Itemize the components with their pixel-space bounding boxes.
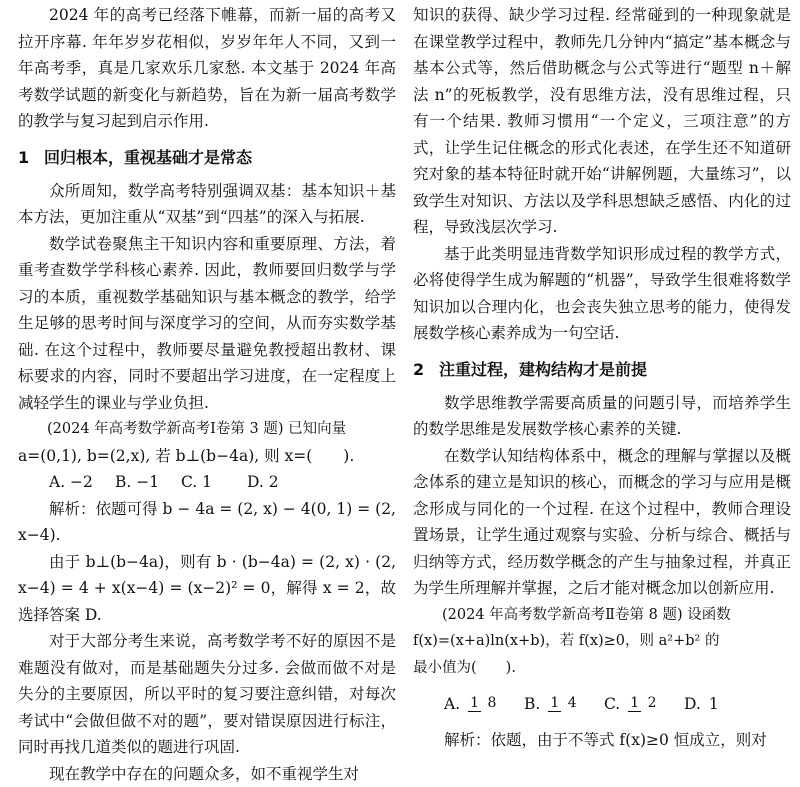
numerator: 1	[468, 696, 481, 712]
section-1-title: 回归根本，重视基础才是常态	[44, 148, 252, 167]
section-1-number: 1	[18, 147, 44, 169]
section-2-number: 2	[413, 359, 439, 381]
problem-2-solution: 解析：依题，由于不等式 f(x)≥0 恒成立，则对	[413, 727, 791, 754]
left-column	[18, 2, 396, 787]
fraction	[468, 696, 498, 712]
option-letter: B.	[524, 691, 540, 718]
fraction	[548, 696, 578, 712]
problem-2-statement: f(x)=(x+a)ln(x+b)，若 f(x)≥0，则 a²+b² 的	[413, 628, 791, 655]
problem-1-solution-step-1: 解析：依题可得 b − 4a = (2, x) − 4(0, 1) = (2, x−4).	[18, 496, 396, 549]
problem-1-solution-step-2: 由于 b⊥(b−4a)，则有 b · (b−4a) = (2, x) · (2, x−4) = 4 + x(x−4) = (x−2)² = 0，解得 x = 2，故选择答案 D.	[18, 549, 396, 629]
problem-1-statement: a=(0,1), b=(2,x), 若 b⊥(b−4a), 则 x=( ).	[18, 443, 396, 470]
section-2-heading	[413, 359, 791, 381]
paragraph-shallow-learning: 知识的获得、缺少学习过程. 经常碰到的一种现象就是在课堂教学过程中，教师先几分钟内“搞定”基本概念与基本公式等，然后借助概念与公式等进行“题型 n＋解法 n”的死板教学，没有思维方法，没有思维过程，只有一个结果. 教师习惯用“一个定义，三项注意”的方式，让学生记住概念的形式化表述，在学生还不知道研究对象的基本特征时就开始“讲解例题，大量练习”，以致学生对知识、方法以及学科思想缺乏感悟、内化的过程，导致浅层次学习.	[413, 2, 791, 241]
problem-2-option-c	[604, 691, 684, 718]
denominator: 2	[646, 696, 659, 711]
numerator: 1	[548, 696, 561, 712]
paragraph-thinking-teaching: 数学思维教学需要高质量的问题引导，而培养学生的数学思维是发展数学核心素养的关键.	[413, 390, 791, 443]
problem-2-question: 最小值为( ).	[413, 655, 791, 682]
denominator: 4	[566, 696, 579, 711]
option-letter: C.	[604, 691, 620, 718]
section-1-heading	[18, 147, 396, 169]
paragraph-core-literacy: 数学试卷聚焦主干知识内容和重要原理、方法，着重考查数学学科核心素养. 因此，教师要回归数学与学习的本质，重视数学基础知识与基本概念的教学，给学生足够的思考时间与深度学习的空间，从而夯实数学基础. 在这个过程中，教师要尽量避免教授超出教材、课标要求的内容，同时不要超出学习进度，在一定程度上减轻学生的课业与学业负担.	[18, 231, 396, 417]
problem-1-source: (2024 年高考数学新高考Ⅰ卷第 3 题) 已知向量	[18, 416, 396, 443]
right-column	[413, 2, 791, 754]
section-2-title: 注重过程，建构结构才是前提	[439, 360, 647, 379]
problem-1-option-b: B. −1	[115, 469, 181, 496]
option-letter: A.	[444, 691, 460, 718]
paragraph-teaching-problems: 现在教学中存在的问题众多，如不重视学生对	[18, 761, 396, 787]
option-letter: D.	[684, 691, 701, 718]
paragraph-error-review: 对于大部分考生来说，高考数学考不好的原因不是难题没有做对，而是基础题失分过多. 会做而做不对是失分的主要原因，所以平时的复习要注意纠错，对每次考试中“会做但做不对的题”，要对错误原因进行标注，同时再找几道类似的题进行巩固.	[18, 628, 396, 761]
intro-paragraph: 2024 年的高考已经落下帷幕，而新一届的高考又拉开序幕. 年年岁岁花相似，岁岁年年人不同，又到一年高考季，真是几家欢乐几家愁. 本文基于 2024 年高考数学试题的新变化与新趋势，旨在为新一届高考数学的教学与复习起到启示作用.	[18, 2, 396, 135]
problem-1-option-c: C. 1	[181, 469, 247, 496]
paragraph-concept-structure: 在数学认知结构体系中，概念的理解与掌握以及概念体系的建立是知识的核心，而概念的学习与应用是概念形成与同化的一个过程. 在这个过程中，教师合理设置场景，让学生通过观察与实验、分析与综合、概括与归纳等方式，经历数学概念的产生与抽象过程，并真正为学生所理解并掌握，之后才能对概念加以创新应用.	[413, 443, 791, 602]
problem-2-option-b	[524, 691, 604, 718]
option-value: 1	[709, 691, 719, 718]
fraction	[628, 696, 658, 712]
problem-2-option-a	[444, 691, 524, 718]
problem-2-options	[413, 681, 791, 727]
paragraph-problem-machine: 基于此类明显违背数学知识形成过程的教学方式，必将使得学生成为解题的“机器”，导致学生很难将数学知识加以合理内化，也会丧失独立思考的能力，使得发展数学核心素养成为一句空话.	[413, 241, 791, 347]
problem-2-source: (2024 年高考数学新高考Ⅱ卷第 8 题) 设函数	[413, 602, 791, 629]
numerator: 1	[628, 696, 641, 712]
problem-1-option-d: D. 2	[247, 469, 313, 496]
problem-1-option-a: A. −2	[49, 469, 115, 496]
paragraph-double-basics: 众所周知，数学高考特别强调双基：基本知识＋基本方法，更加注重从“双基”到“四基”的深入与拓展.	[18, 178, 396, 231]
denominator: 8	[486, 696, 499, 711]
problem-2-option-d	[684, 691, 764, 718]
problem-1-options	[18, 469, 396, 496]
